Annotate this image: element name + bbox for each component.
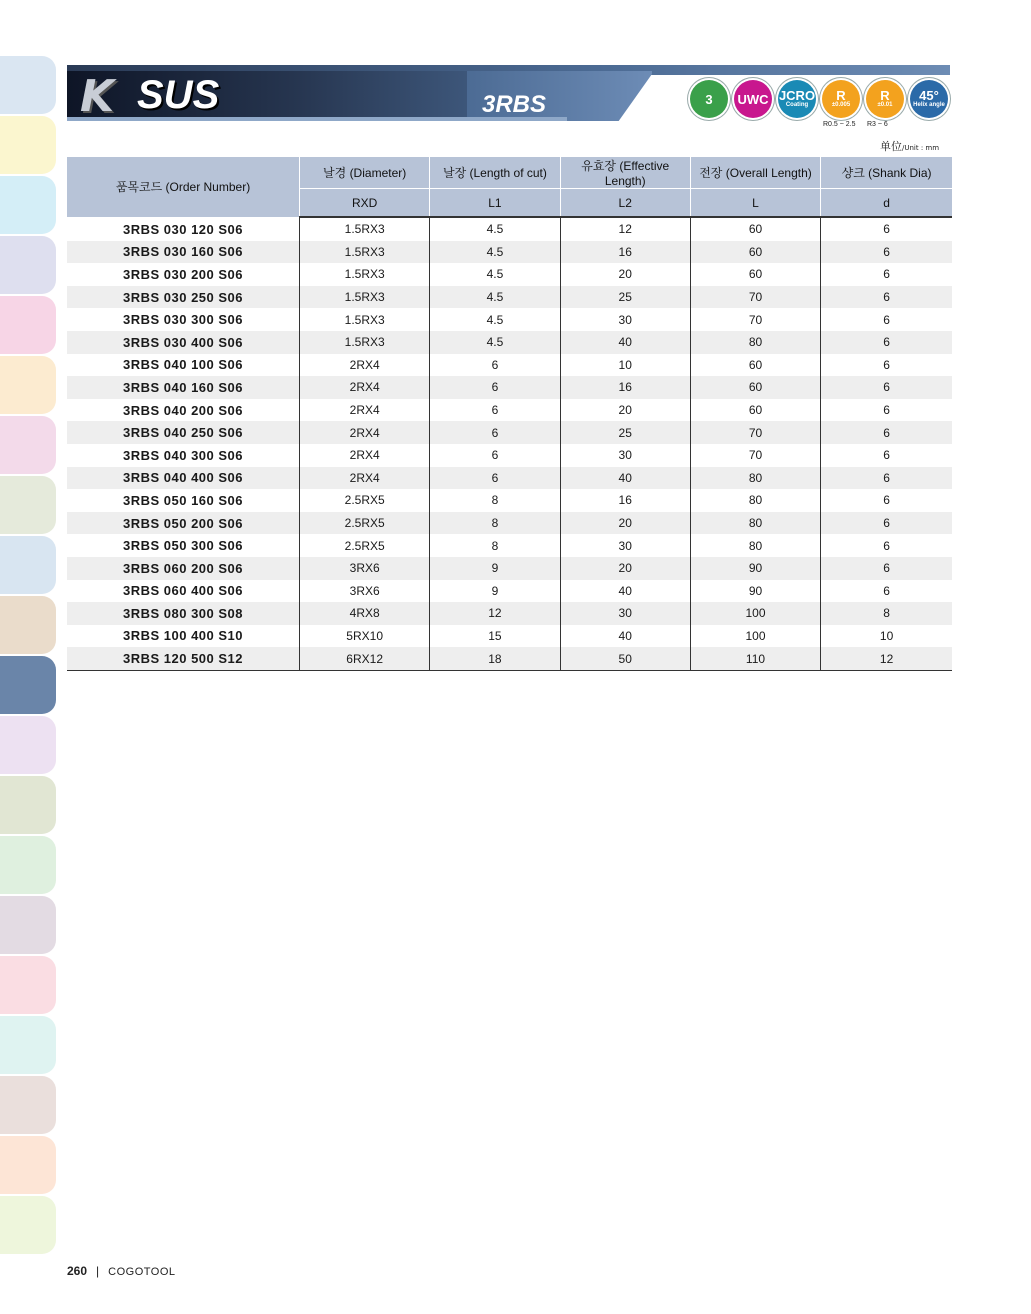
order-number-cell: 3RBS 030 200 S06 [67,263,300,286]
table-row [67,331,952,354]
order-number-cell: 3RBS 060 200 S06 [67,557,300,580]
table-cell: 90 [690,580,820,603]
table-cell: 50 [560,647,690,670]
table-cell: 6 [883,312,890,327]
table-cell: 5RX10 [300,625,430,648]
table-cell: 80 [690,512,820,535]
order-number-cell: 3RBS 030 160 S06 [67,241,300,264]
header-effective-length: 유효장 (Effective Length) [560,157,690,189]
radius-tolerance-001-icon [866,80,904,118]
table-cell: 6 [430,444,560,467]
order-number-cell: 3RBS 030 120 S06 [67,217,300,241]
model-name: 3RBS [482,91,547,118]
table-cell: 30 [560,534,690,557]
table-cell: 4.5 [430,241,560,264]
table-cell: 6 [883,267,890,282]
order-number-cell: 3RBS 040 100 S06 [67,354,300,377]
order-number-cell: 3RBS 060 400 S06 [67,580,300,603]
table-cell: 2.5RX5 [300,534,430,557]
badge-range-caption: R0.5 ~ 2.5 [823,121,856,128]
spec-table [67,157,952,671]
table-row [67,467,952,490]
order-number-cell: 3RBS 120 500 S12 [67,647,300,670]
page-number: 260 [67,1264,88,1278]
badge-label: 3 [705,91,713,107]
badge-range-caption: R3 ~ 6 [867,121,888,128]
table-cell: 6 [821,421,952,444]
table-cell: 8 [430,534,560,557]
table-cell: 6 [883,357,890,372]
table-cell: 15 [430,625,560,648]
table-cell: 70 [690,444,820,467]
table-cell: 70 [690,308,820,331]
order-number-cell: 3RBS 040 400 S06 [67,467,300,490]
badge-label: R [836,88,846,103]
table-cell: 4.5 [430,263,560,286]
side-tab [0,356,56,414]
side-tab [0,1136,56,1194]
table-row [67,647,952,670]
table-row [67,602,952,625]
order-number-cell: 3RBS 040 300 S06 [67,444,300,467]
helix-45-icon [910,80,948,118]
spec-table-body [67,217,952,670]
order-number-cell: 3RBS 080 300 S08 [67,602,300,625]
side-tab [0,56,56,114]
table-cell: 40 [560,580,690,603]
table-cell: 2RX4 [300,444,430,467]
table-cell: 2RX4 [300,399,430,422]
table-row [67,421,952,444]
table-cell: 6RX12 [300,647,430,670]
table-cell: 60 [690,354,820,377]
side-tab [0,296,56,354]
badge-sublabel: Coating [785,102,809,108]
table-row [67,444,952,467]
table-row [67,217,952,241]
badge-sublabel: ±0.01 [877,102,893,108]
table-cell: 8 [430,512,560,535]
table-cell: 6 [430,467,560,490]
table-cell: 20 [560,512,690,535]
side-tab [0,176,56,234]
side-tab [0,416,56,474]
table-cell: 80 [690,331,820,354]
subheader-l: L [690,189,820,218]
table-cell: 6 [821,241,952,264]
table-row [67,376,952,399]
table-row [67,625,952,648]
order-number-cell: 3RBS 040 250 S06 [67,421,300,444]
side-tab [0,716,56,774]
table-cell: 1.5RX3 [300,263,430,286]
table-cell: 70 [690,286,820,309]
table-cell: 2.5RX5 [300,489,430,512]
page-footer [67,1264,176,1278]
order-number-cell: 3RBS 030 400 S06 [67,331,300,354]
table-cell: 9 [430,557,560,580]
order-number-cell: 3RBS 100 400 S10 [67,625,300,648]
table-cell: 60 [690,263,820,286]
subheader-d: d [821,189,952,218]
table-cell: 2RX4 [300,421,430,444]
company-name: COGOTOOL [108,1266,176,1278]
table-row [67,241,952,264]
table-cell: 6 [883,583,890,598]
side-index-tabs [0,56,56,1256]
table-cell: 8 [821,602,952,625]
table-row [67,580,952,603]
table-row [67,489,952,512]
table-cell: 1.5RX3 [300,217,430,241]
table-cell: 90 [690,557,820,580]
badge-label: UWC [737,91,769,107]
table-cell: 6 [821,376,952,399]
table-cell: 40 [560,467,690,490]
table-cell: 30 [560,444,690,467]
table-cell: 16 [560,376,690,399]
table-cell: 25 [560,286,690,309]
order-number-cell: 3RBS 050 160 S06 [67,489,300,512]
subheader-l1: L1 [430,189,560,218]
badge-label: 45° [919,88,939,103]
order-number-cell: 3RBS 030 250 S06 [67,286,300,309]
side-tab [0,896,56,954]
table-row [67,399,952,422]
unit-label [880,138,939,154]
side-tab [0,1016,56,1074]
table-cell: 6 [430,354,560,377]
table-cell: 4.5 [430,308,560,331]
table-cell: 60 [690,241,820,264]
order-number-cell: 3RBS 050 200 S06 [67,512,300,535]
table-header-row [67,157,952,189]
table-cell: 4.5 [430,286,560,309]
side-tab [0,536,56,594]
table-cell: 20 [560,399,690,422]
table-cell: 6 [883,538,890,553]
table-cell: 30 [560,308,690,331]
table-cell: 6 [821,512,952,535]
table-cell: 2RX4 [300,467,430,490]
table-cell: 10 [879,628,894,643]
side-tab [0,956,56,1014]
table-cell: 6 [883,493,890,508]
order-number-cell: 3RBS 040 200 S06 [67,399,300,422]
table-cell: 9 [430,580,560,603]
radius-tolerance-005-icon [822,80,860,118]
table-cell: 12 [821,647,952,670]
table-cell: 80 [690,534,820,557]
side-tab [0,656,56,714]
order-number-cell: 3RBS 040 160 S06 [67,376,300,399]
table-cell: 12 [430,602,560,625]
badge-sublabel: ±0.005 [831,102,851,108]
unit-label-en: /Unit : mm [902,144,940,152]
unit-label-cn: 单位 [880,140,902,153]
table-cell: 6 [883,403,890,418]
uwc-icon [734,80,772,118]
table-cell: 6 [883,448,890,463]
table-cell: 16 [560,489,690,512]
table-cell: 1.5RX3 [300,286,430,309]
brand-k-logo: K [80,71,114,122]
table-cell: 110 [690,647,820,670]
table-cell: 80 [690,489,820,512]
table-cell: 16 [560,241,690,264]
header-shank-dia: 샹크 (Shank Dia) [821,157,952,189]
side-tab [0,1076,56,1134]
table-cell: 6 [883,222,890,237]
table-cell: 40 [560,625,690,648]
table-cell: 8 [430,489,560,512]
table-cell: 20 [560,557,690,580]
side-tab [0,476,56,534]
header-overall-length: 전장 (Overall Length) [690,157,820,189]
table-row [67,557,952,580]
table-cell: 1.5RX3 [300,331,430,354]
table-row [67,286,952,309]
side-tab [0,836,56,894]
table-cell: 80 [690,467,820,490]
footer-separator: | [96,1264,100,1278]
badge-label: JCRO [778,88,816,103]
subheader-rxd: RXD [300,189,430,218]
table-cell: 20 [560,263,690,286]
table-cell: 4RX8 [300,602,430,625]
side-tab [0,596,56,654]
header-length-of-cut: 날장 (Length of cut) [430,157,560,189]
badge-sublabel: Helix angle [913,102,945,108]
table-row [67,263,952,286]
brand-title: SUS [137,73,220,117]
badge-label: R [880,88,890,103]
table-cell: 60 [690,217,820,241]
table-cell: 4.5 [430,217,560,241]
table-cell: 30 [560,602,690,625]
order-number-cell: 3RBS 050 300 S06 [67,534,300,557]
jcro-coating-icon [778,80,816,118]
table-cell: 6 [821,557,952,580]
table-cell: 25 [560,421,690,444]
order-number-cell: 3RBS 030 300 S06 [67,308,300,331]
table-row [67,308,952,331]
table-cell: 70 [690,421,820,444]
table-row [67,354,952,377]
table-row [67,534,952,557]
side-tab [0,776,56,834]
table-cell: 100 [690,602,820,625]
table-cell: 10 [560,354,690,377]
table-cell: 60 [690,399,820,422]
table-cell: 60 [690,376,820,399]
table-cell: 6 [430,376,560,399]
table-cell: 1.5RX3 [300,308,430,331]
table-cell: 1.5RX3 [300,241,430,264]
header-order-number: 품목코드 (Order Number) [67,157,300,217]
table-cell: 3RX6 [300,580,430,603]
table-cell: 40 [560,331,690,354]
table-cell: 2RX4 [300,354,430,377]
table-cell: 2.5RX5 [300,512,430,535]
table-cell: 6 [821,467,952,490]
feature-badges [690,80,952,130]
header-diameter: 날경 (Diameter) [300,157,430,189]
side-tab [0,116,56,174]
table-cell: 12 [560,217,690,241]
table-cell: 4.5 [430,331,560,354]
side-tab [0,236,56,294]
table-cell: 18 [430,647,560,670]
flute-count-icon [690,80,728,118]
table-cell: 2RX4 [300,376,430,399]
table-cell: 6 [430,421,560,444]
table-cell: 100 [690,625,820,648]
table-cell: 3RX6 [300,557,430,580]
table-row [67,512,952,535]
table-cell: 6 [821,331,952,354]
table-cell: 6 [430,399,560,422]
side-tab [0,1196,56,1254]
subheader-l2: L2 [560,189,690,218]
table-cell: 6 [821,286,952,309]
